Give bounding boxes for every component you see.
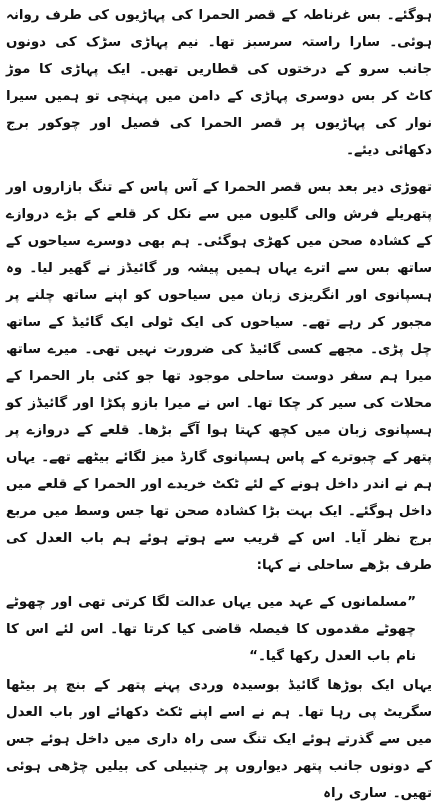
paragraph-entering-fort: تھوڑی دیر بعد بس قصر الحمرا کے آس پاس کے تنگ بازاروں اور پتھریلے فرش والی گلیوں میں سے نکل کر قلعے کے بڑے دروازے کے کشادہ صحن میں کھڑی ہوگئی۔ ہم بھی دوسرے سیاحوں کے ساتھ بس سے اترے یہاں ہمیں پیشہ ور گائیڈز نے گھیر لیا۔ وہ ہسپانوی اور انگریزی زبان میں سیاحوں کو اپنے ساتھ چلنے پر مجبور کر رہے تھے۔ سیاحوں کی ایک ٹولی ایک گائیڈ کے ساتھ چل پڑی۔ مجھے کسی گائیڈ کی ضرورت نہیں تھی۔ میرے ساتھ میرا ہم سفر دوست ساحلی موجود تھا جو کئی بار الحمرا کے محلات کی سیر کر چکا تھا۔ اس نے میرا بازو پکڑا اور گائیڈز کو ہسپانوی زبان میں کچھ کہتا ہوا آگے بڑھا۔ قلعے کے دروازے پر پتھر کے چبوترے کے پاس ہسپانوی گارڈ میز لگائے بیٹھے تھے۔ یہاں ہم نے اندر داخل ہونے کے لئے ٹکٹ خریدے اور الحمرا کے قلعے میں داخل ہوگئے۔ ایک بہت بڑا کشادہ صحن تھا جس وسط میں مربع برج نظر آیا۔ اس کے قریب سے ہوتے ہوئے ہم باب العدل کی طرف بڑھے ساحلی نے کہا: bbox=[6, 180, 432, 573]
paragraph-old-guide: یہاں ایک بوڑھا گائیڈ بوسیدہ وردی پہنے پتھر کے بنچ پر بیٹھا سگریٹ پی رہا تھا۔ ہم نے اسے اپنے ٹکٹ دکھائے اور باب العدل میں سے گذرتے ہوئے ایک تنگ سی راہ داری میں داخل ہوئے جس کے دونوں جانب پتھر دیواروں پر چنبیلی کی بیلیں چڑھی ہوئی تھیں۔ ساری راہ bbox=[6, 678, 432, 801]
paragraph-bus-to-alhambra: ہوگئے۔ بس غرناطہ کے قصر الحمرا کی پہاڑیوں کی طرف روانہ ہوئی۔ سارا راستہ سرسبز تھا۔ نیم پہاڑی سڑک کی دونوں جانب سرو کے درختوں کی قطاریں تھیں۔ ایک پہاڑی کا موڑ کاٹ کر بس دوسری پہاڑی کے دامن میں پہنچی تو ہمیں سیرا نوار کی پہاڑیوں پر قصر الحمرا کی فصیل اور چوکور برج دکھائی دیئے۔ bbox=[6, 8, 432, 158]
quote-bab-al-adl: ”مسلمانوں کے عہد میں یہاں عدالت لگا کرتی تھی اور چھوٹے چھوٹے مقدموں کا فیصلہ قاضی کیا کرتا تھا۔ اس لئے اس کا نام باب العدل رکھا گیا۔“ bbox=[6, 595, 416, 664]
